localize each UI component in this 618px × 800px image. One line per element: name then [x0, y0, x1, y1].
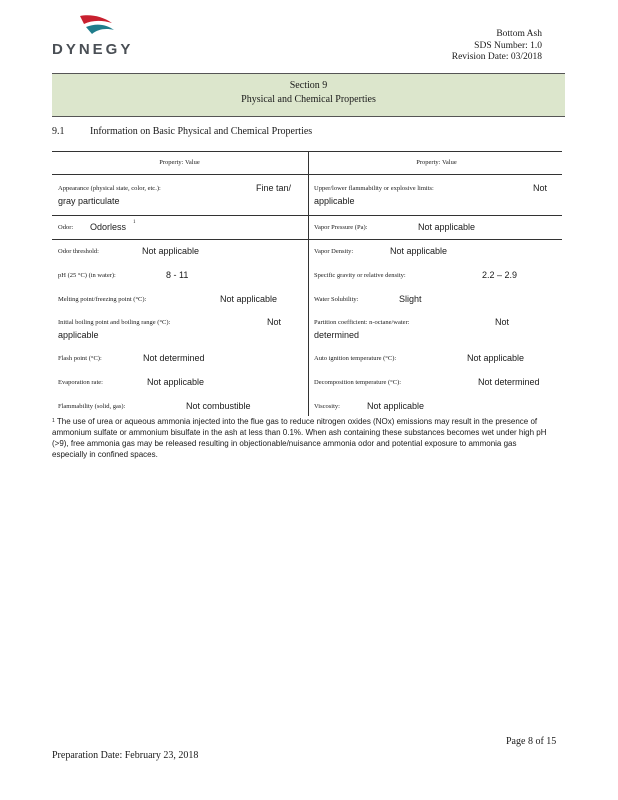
table-row — [58, 319, 304, 345]
page-number: Page 8 of 15 — [506, 736, 557, 747]
property-label: Partition coefficient: n-octane/water: — [314, 319, 410, 326]
sds-number: SDS Number: 1.0 — [474, 40, 542, 51]
property-value: Not — [533, 183, 548, 193]
table-row — [314, 355, 558, 369]
table-row — [314, 296, 558, 310]
property-value: Slight — [399, 294, 422, 304]
property-label: Flash point (°C): — [58, 355, 102, 362]
document-header-info — [452, 29, 542, 64]
property-label: Auto ignition temperature (°C): — [314, 355, 397, 362]
table-row — [314, 319, 558, 345]
property-label: Evaporation rate: — [58, 379, 103, 386]
property-value: Fine tan/ — [256, 183, 292, 193]
table-row — [58, 379, 304, 393]
table-row — [58, 185, 304, 215]
property-label: Vapor Density: — [314, 248, 354, 255]
property-value: Not applicable — [467, 353, 525, 363]
property-label: Odor threshold: — [58, 248, 99, 255]
table-header-row — [52, 152, 562, 175]
footnote-text: The use of urea or aqueous ammonia injected into the flue gas to reduce nitrogen oxides (NOx) emissions may result in the presence of ammonium sulfate or ammonium bisulfate in the ash at less than 0.1%. When ash containing these substances becomes wet under high pH (>9), free ammonia gas may be released resulting in objectionable/nuisance ammonia odor and potential exposure to ammonia gas especially in confined spaces. — [52, 417, 547, 459]
property-label: Appearance (physical state, color, etc.): — [58, 185, 161, 192]
table-row — [58, 355, 304, 369]
footnote-marker: 1 — [133, 220, 136, 225]
property-value-cont: determined — [314, 330, 360, 340]
table-row — [314, 224, 558, 238]
property-value: Odorless — [90, 222, 127, 232]
property-value: Not determined — [143, 353, 205, 363]
property-label: Initial boiling point and boiling range (°C): — [58, 319, 171, 326]
table-row — [314, 379, 558, 393]
property-label: Melting point/freezing point (°C): — [58, 296, 147, 303]
property-label: Vapor Pressure (Pa): — [314, 224, 368, 231]
property-value-cont: applicable — [314, 196, 355, 206]
subsection-number: 9.1 — [52, 126, 65, 137]
table-row — [314, 248, 558, 262]
table-row — [314, 272, 558, 286]
property-label: Odor: — [58, 224, 74, 231]
property-label: Viscosity: — [314, 403, 340, 410]
table-row — [58, 296, 304, 310]
table-row — [314, 185, 558, 215]
properties-table — [52, 151, 562, 416]
table-row — [314, 403, 558, 417]
row-divider — [52, 239, 562, 240]
footnote — [52, 416, 552, 460]
table-row — [58, 220, 304, 238]
property-label: Water Solubility: — [314, 296, 359, 303]
table-row — [58, 272, 304, 286]
property-value: 2.2 – 2.9 — [482, 270, 518, 280]
property-value-cont: applicable — [58, 330, 99, 340]
property-value: Not applicable — [220, 294, 278, 304]
section-banner — [52, 73, 565, 117]
property-label: Upper/lower flammability or explosive limits: — [314, 185, 434, 192]
subsection-title: Information on Basic Physical and Chemical Properties — [90, 126, 313, 137]
property-value: Not — [267, 317, 282, 327]
property-value: Not determined — [478, 377, 540, 387]
property-value: Not applicable — [367, 401, 425, 411]
property-label: Decomposition temperature (°C): — [314, 379, 402, 386]
footnote-marker: 1 — [52, 418, 55, 424]
row-divider — [52, 215, 562, 216]
product-name: Bottom Ash — [496, 29, 542, 39]
property-value: Not applicable — [147, 377, 205, 387]
property-label: pH (25 °C) (in water): — [58, 272, 116, 279]
property-value: 8 - 11 — [166, 270, 189, 280]
preparation-date: Preparation Date: February 23, 2018 — [52, 750, 199, 761]
property-value: Not applicable — [142, 246, 200, 256]
subsection-heading — [52, 126, 312, 137]
property-value: Not — [495, 317, 510, 327]
column-header-left: Property: Value — [159, 159, 200, 166]
table-row — [58, 403, 304, 417]
section-subtitle: Physical and Chemical Properties — [241, 94, 376, 105]
dynegy-logo-icon — [78, 14, 118, 40]
company-name: DYNEGY — [52, 41, 134, 58]
table-row — [58, 248, 304, 262]
property-value: Not combustible — [186, 401, 251, 411]
property-label: Flammability (solid, gas): — [58, 403, 126, 410]
column-divider — [308, 152, 309, 416]
property-label: Specific gravity or relative density: — [314, 272, 406, 279]
property-value-cont: gray particulate — [58, 196, 120, 206]
column-header-right: Property: Value — [416, 159, 457, 166]
property-value: Not applicable — [390, 246, 448, 256]
company-logo — [52, 14, 152, 60]
section-title: Section 9 — [289, 80, 328, 91]
property-value: Not applicable — [418, 222, 476, 232]
revision-date: Revision Date: 03/2018 — [451, 52, 542, 62]
